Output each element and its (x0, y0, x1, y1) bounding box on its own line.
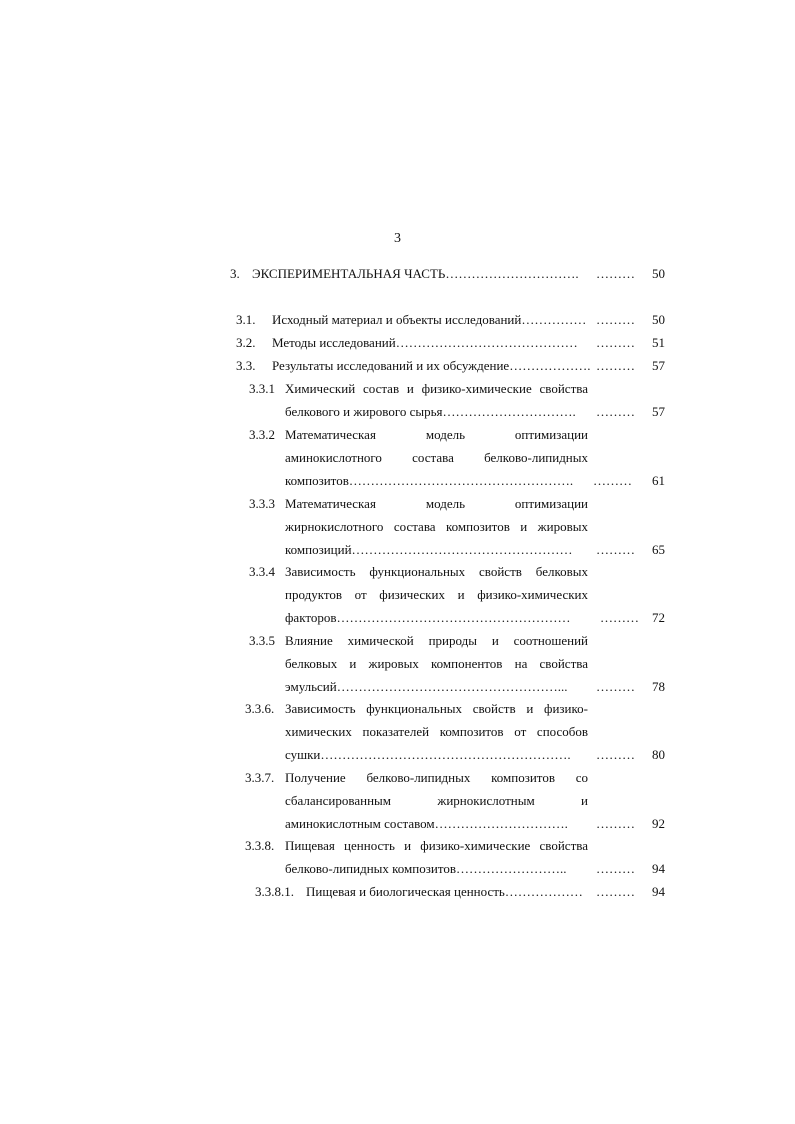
toc-page-number: 72 (652, 610, 665, 625)
toc-page-number: 94 (652, 884, 665, 899)
toc-entry-3-3-6 (0, 697, 795, 721)
toc-title-line: белково-липидных композитов…………………….. (285, 861, 567, 876)
toc-number: 3.3.6. (245, 701, 275, 716)
toc-entry-3-3-5-cont (0, 652, 795, 676)
toc-title: Методы исследований…………………………………… (272, 335, 578, 350)
toc-leader: ……… (600, 610, 639, 625)
toc-entry-3-3 (0, 354, 795, 378)
toc-entry-3-2 (0, 331, 795, 355)
toc-title-line: белкового и жирового сырья…………………………. (285, 404, 576, 419)
toc-entry-3-3-5-cont2 (0, 675, 795, 699)
toc-title: Результаты исследований и их обсуждение………………. (272, 358, 591, 373)
toc-title-line: аминокислотного состава белково-липидных (285, 450, 588, 465)
toc-page-number: 80 (652, 747, 665, 762)
toc-title-line: Математическая модель оптимизации (285, 427, 588, 442)
toc-number: 3.3. (236, 358, 256, 373)
toc-number: 3.3.5 (249, 633, 275, 648)
toc-title-line: эмульсий……………………………………………... (285, 679, 568, 694)
toc-page-number: 92 (652, 816, 665, 831)
toc-number: 3.2. (236, 335, 256, 350)
toc-number: 3.3.2 (249, 427, 275, 442)
toc-entry-3-3-7-cont2 (0, 812, 795, 836)
toc-page-number: 57 (652, 358, 665, 373)
toc-title-line: Зависимость функциональных свойств белковых (285, 564, 588, 579)
toc-entry-3-3-8 (0, 834, 795, 858)
toc-number: 3.3.1 (249, 381, 275, 396)
toc-title: Исходный материал и объекты исследований…………… (272, 312, 587, 327)
toc-entry-3-3-8-1 (0, 880, 795, 904)
toc-title-line: жирнокислотного состава композитов и жировых (285, 519, 588, 534)
toc-title-line: композитов……………………………………………. (285, 473, 574, 488)
toc-entry-3-3-7 (0, 766, 795, 790)
toc-leader: ……… (596, 404, 635, 419)
toc-title-line: белковых и жировых компонентов на свойства (285, 656, 588, 671)
toc-page-number: 50 (652, 266, 665, 281)
toc-title-line: Химический состав и физико-химические свойства (285, 381, 588, 396)
toc-title-line: Математическая модель оптимизации (285, 496, 588, 511)
toc-title-line: Получение белково-липидных композитов со (285, 770, 588, 785)
toc-title-line: продуктов от физических и физико-химических (285, 587, 588, 602)
toc-number: 3.1. (236, 312, 256, 327)
toc-entry-3-3-3-cont (0, 515, 795, 539)
toc-entry-3-3-2-cont2 (0, 469, 795, 493)
toc-page-number: 57 (652, 404, 665, 419)
toc-entry-3-3-1-cont (0, 400, 795, 424)
toc-entry-3-3-5 (0, 629, 795, 653)
toc-entry-3-3-4-cont2 (0, 606, 795, 630)
toc-leader: ……… (596, 816, 635, 831)
toc-leader: ……… (596, 358, 635, 373)
toc-title-line: химических показателей композитов от способов (285, 724, 588, 739)
toc-entry-3-3-4-cont (0, 583, 795, 607)
toc-leader: ……… (596, 679, 635, 694)
toc-entry-3-3-2 (0, 423, 795, 447)
toc-page-number: 78 (652, 679, 665, 694)
toc-leader: ……… (596, 312, 635, 327)
toc-leader: ……… (596, 861, 635, 876)
toc-entry-3-3-7-cont (0, 789, 795, 813)
page-number: 3 (394, 231, 401, 246)
toc-number: 3.3.7. (245, 770, 275, 785)
toc-title-line: факторов……………………………………………… (285, 610, 571, 625)
toc-entry-3-3-8-cont (0, 857, 795, 881)
toc-page-number: 94 (652, 861, 665, 876)
toc-entry-3-3-3 (0, 492, 795, 516)
toc-number: 3. (230, 266, 240, 281)
toc-title-line: Пищевая ценность и физико-химические свойства (285, 838, 588, 853)
toc-title-line: сбалансированным жирнокислотным и (285, 793, 588, 808)
toc-entry-3-3-1 (0, 377, 795, 401)
toc-title-line: Зависимость функциональных свойств и физико- (285, 701, 588, 716)
toc-title-line: аминокислотным составом…………………………. (285, 816, 568, 831)
toc-page-number: 50 (652, 312, 665, 327)
toc-title-line: сушки…………………………………………………. (285, 747, 571, 762)
toc-page-number: 51 (652, 335, 665, 350)
toc-entry-3-3-2-cont (0, 446, 795, 470)
toc-title: Пищевая и биологическая ценность……………… (306, 884, 583, 899)
toc-entry-3-3-4 (0, 560, 795, 584)
toc-number: 3.3.8. (245, 838, 275, 853)
toc-leader: ……… (596, 884, 635, 899)
toc-entry-3-3-6-cont2 (0, 743, 795, 767)
toc-leader: ……… (596, 335, 635, 350)
toc-leader: ……… (593, 473, 632, 488)
toc-number: 3.3.8.1. (255, 884, 294, 899)
toc-title-line: композиций…………………………………………… (285, 542, 573, 557)
toc-title-line: Влияние химической природы и соотношений (285, 633, 588, 648)
toc-number: 3.3.4 (249, 564, 275, 579)
toc-number: 3.3.3 (249, 496, 275, 511)
toc-title: ЭКСПЕРИМЕНТАЛЬНАЯ ЧАСТЬ…………………………. (252, 266, 579, 281)
toc-leader: ……… (596, 542, 635, 557)
toc-entry-chapter-3 (0, 262, 795, 286)
toc-entry-3-1 (0, 308, 795, 332)
toc-page-number: 61 (652, 473, 665, 488)
toc-entry-3-3-6-cont (0, 720, 795, 744)
toc-entry-3-3-3-cont2 (0, 538, 795, 562)
toc-leader: ……… (596, 266, 635, 281)
toc-leader: ……… (596, 747, 635, 762)
toc-page-number: 65 (652, 542, 665, 557)
